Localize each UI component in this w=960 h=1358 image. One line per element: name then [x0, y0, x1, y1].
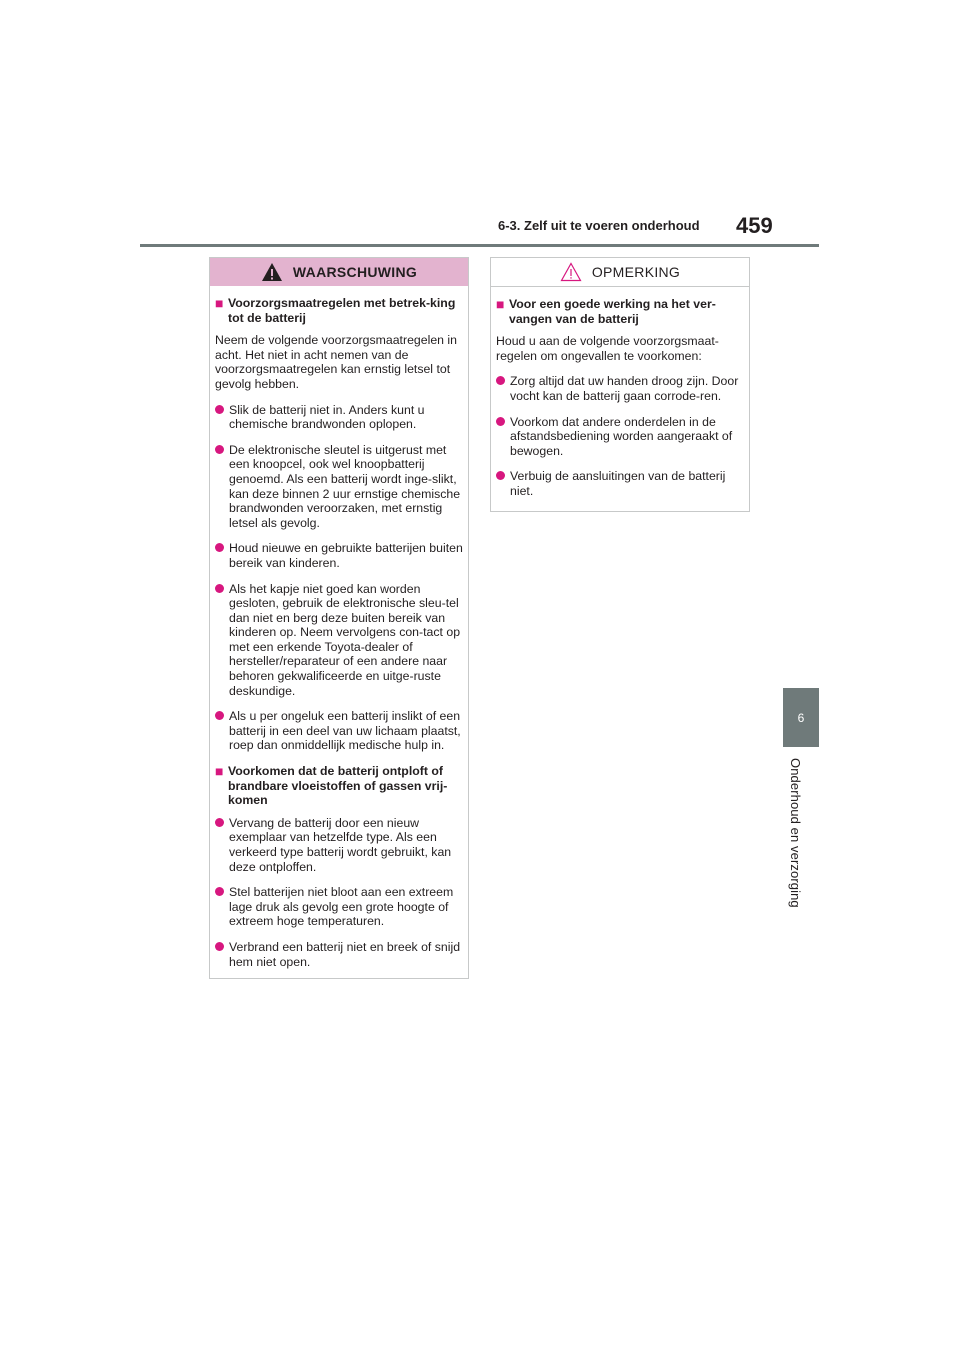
list-item: Verbrand een batterij niet en breek of snijd hem niet open.	[215, 940, 463, 969]
list-item: Zorg altijd dat uw handen droog zijn. Door vocht kan de batterij gaan corrode-ren.	[496, 374, 744, 403]
list-item: Verbuig de aansluitingen van de batterij niet.	[496, 469, 744, 498]
header-rule	[140, 244, 819, 247]
list-item: Als u per ongeluk een batterij inslikt of een batterij in een deel van uw lichaam plaatst, roep dan onmiddellijk medische hulp in.	[215, 709, 463, 753]
chapter-number: 6	[797, 710, 805, 725]
warning-title: WAARSCHUWING	[292, 264, 418, 280]
caution-triangle-icon	[560, 262, 582, 282]
list-item: De elektronische sleutel is uitgerust met een knoopcel, ook wel knoopbatterij genoemd. Als een batterij wordt inge-slikt, kan deze binnen 2 uur ernstige chemische brandwonden veroorzaken, met ernstig letsel als gevolg.	[215, 443, 463, 531]
list-item: Stel batterijen niet bloot aan een extreem lage druk als gevolg een grote hoogte of extreem hoge temperaturen.	[215, 885, 463, 929]
bullet-dot-icon	[215, 584, 224, 593]
notice-heading: ■ Voor een goede werking na het ver-vangen van de batterij	[496, 296, 716, 326]
bullet-dot-icon	[215, 445, 224, 454]
list-item: Slik de batterij niet in. Anders kunt u chemische brandwonden oplopen.	[215, 403, 463, 432]
chapter-title: Onderhoud en verzorging	[788, 758, 803, 908]
bullet-dot-icon	[496, 417, 505, 426]
warning-intro: Neem de volgende voorzorgsmaatregelen in acht. Het niet in acht nemen van de voorzorgsmaatregelen kan ernstig letsel tot gevolg hebben.	[215, 333, 457, 391]
bullet-dot-icon	[215, 818, 224, 827]
square-bullet-icon: ■	[496, 296, 505, 312]
list-item: Als het kapje niet goed kan worden gesloten, gebruik de elektronische sleu-tel dan niet en berg deze buiten bereik van kinderen op. Neem vervolgens con-tact op met een erkende Toyota-dealer of hersteller/reparateur of een andere naar behoren gekwalificeerde en uitge-ruste deskundige.	[215, 582, 463, 699]
bullet-dot-icon	[215, 711, 224, 720]
warning-box	[209, 257, 469, 979]
notice-box	[490, 257, 750, 512]
bullet-dot-icon	[496, 471, 505, 480]
warning-triangle-icon	[261, 262, 283, 282]
square-bullet-icon: ■	[215, 763, 224, 780]
bullet-dot-icon	[215, 405, 224, 414]
bullet-dot-icon	[215, 942, 224, 951]
notice-intro: Houd u aan de volgende voorzorgsmaat-regelen om ongevallen te voorkomen:	[496, 334, 719, 363]
section-title: 6-3. Zelf uit te voeren onderhoud	[498, 218, 700, 233]
warning-heading-1: ■ Voorzorgsmaatregelen met betrek-king tot de batterij	[215, 295, 456, 325]
bullet-dot-icon	[215, 887, 224, 896]
bullet-dot-icon	[215, 543, 224, 552]
notice-title: OPMERKING	[591, 264, 681, 280]
bullet-dot-icon	[496, 376, 505, 385]
list-item: Vervang de batterij door een nieuw exemplaar van hetzelfde type. Als een verkeerd type batterij wordt gebruikt, kan deze ontploffen.	[215, 816, 463, 874]
page-number: 459	[736, 213, 773, 238]
square-bullet-icon: ■	[215, 295, 224, 311]
chapter-tab	[783, 688, 819, 747]
notice-header	[491, 258, 749, 287]
warning-heading-2: ■ Voorkomen dat de batterij ontploft of brandbare vloeistoffen of gassen vrij-komen	[215, 763, 448, 808]
warning-header	[210, 258, 468, 286]
list-item: Voorkom dat andere onderdelen in de afstandsbediening worden aangeraakt of bewogen.	[496, 415, 744, 459]
list-item: Houd nieuwe en gebruikte batterijen buiten bereik van kinderen.	[215, 541, 463, 570]
